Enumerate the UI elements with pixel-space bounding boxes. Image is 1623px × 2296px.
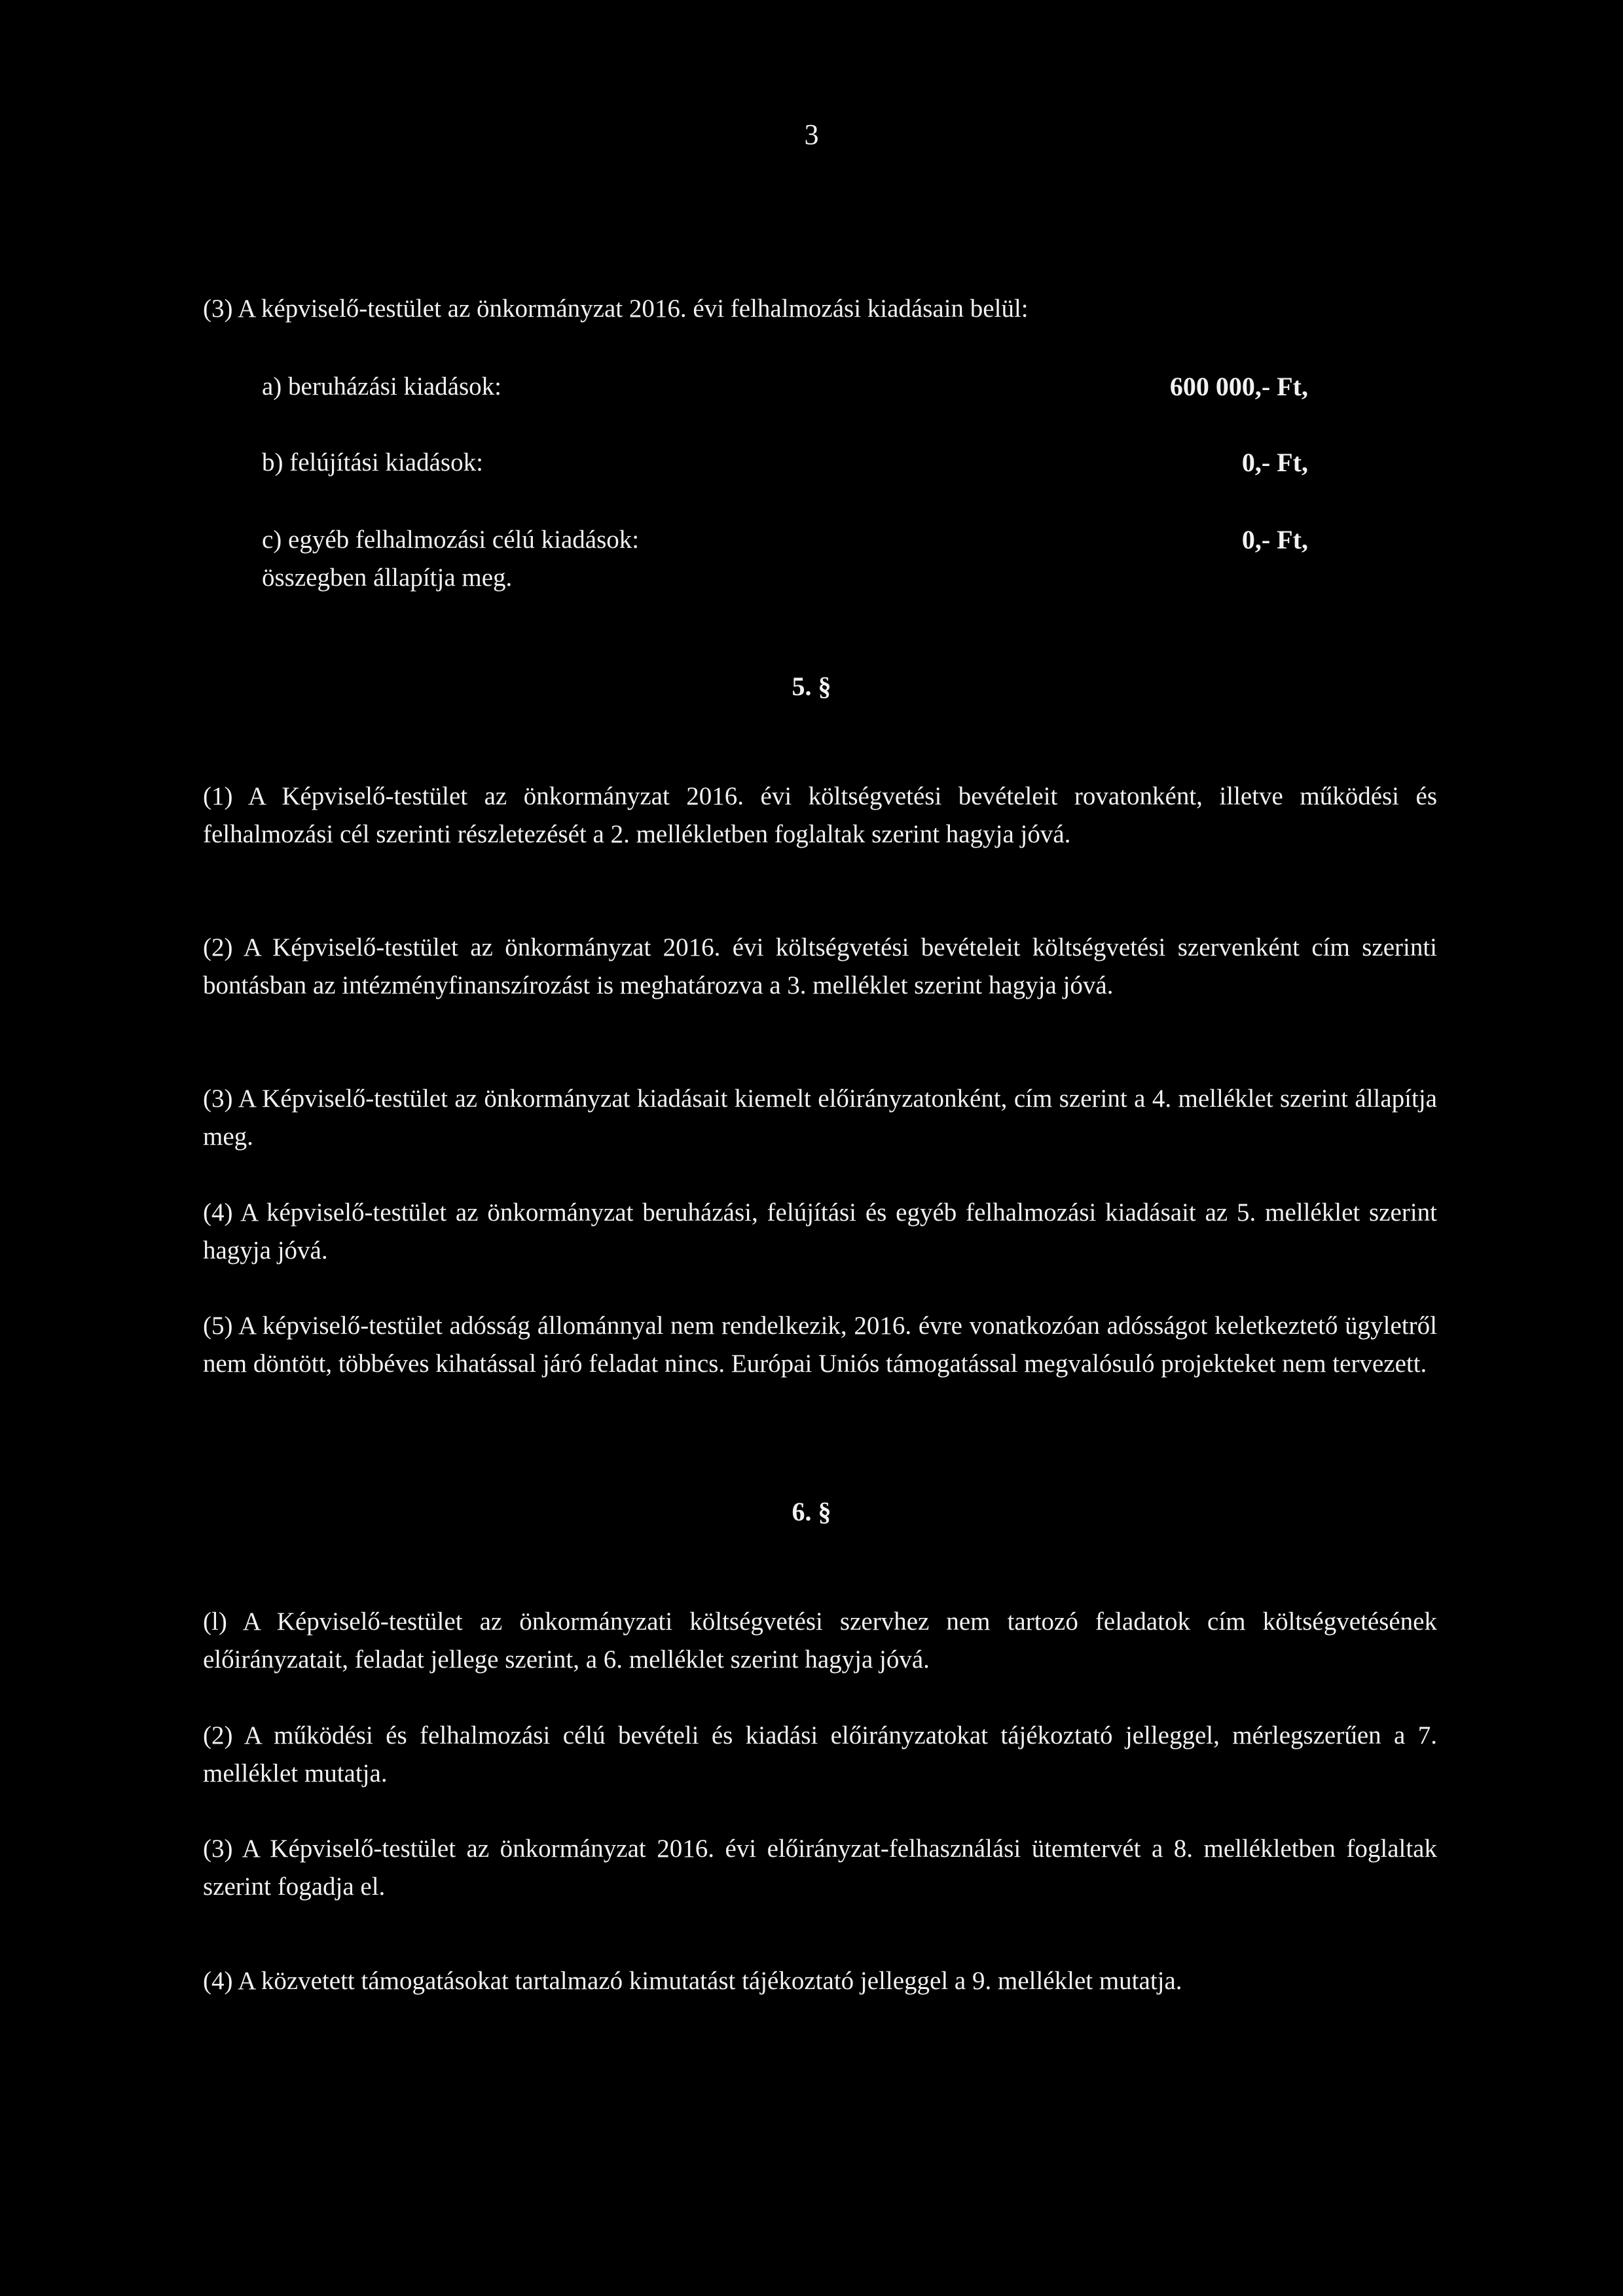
- section6-paragraph-1: (l) A Képviselő-testület az önkormányzati költségvetési szervhez nem tartozó feladatok cím költségvetésének előirányzatait, feladat jellege szerint, a 6. melléklet szerint hagyja jóvá.: [203, 1607, 1437, 1674]
- expense-item-investment: [262, 368, 1308, 406]
- section5-paragraph-2: (2) A Képviselő-testület az önkormányzat 2016. évi költségvetési bevételeit költségvetési szervenként cím szerinti bontásban az intézményfinanszírozást is meghatározva a 3. melléklet szerint hagyja jóvá.: [203, 933, 1437, 999]
- section-5-heading: 5. §: [792, 672, 831, 701]
- section6-paragraph-3: (3) A Képviselő-testület az önkormányzat 2016. évi előirányzat-felhasználási ütemtervét a 8. mellékletben foglaltak szerint fogadja el.: [203, 1835, 1437, 1901]
- section4-closing: összegben állapítja meg.: [262, 564, 513, 592]
- section5-paragraph-4: (4) A képviselő-testület az önkormányzat beruházási, felújítási és egyéb felhalmozási kiadásait az 5. melléklet szerint hagyja jóvá.: [203, 1198, 1437, 1265]
- expense-item-label: b) felújítási kiadások:: [262, 448, 483, 476]
- section5-paragraph-1: (1) A Képviselő-testület az önkormányzat 2016. évi költségvetési bevételeit rovatonként, illetve működési és felhalmozási cél szerinti részletezését a 2. mellékletben foglaltak szerint hagyja jóvá.: [203, 782, 1437, 848]
- expense-item-amount: 0,- Ft,: [1241, 525, 1308, 554]
- expense-item-renovation: [262, 444, 1308, 482]
- section6-paragraph-2: (2) A működési és felhalmozási célú bevételi és kiadási előirányzatokat tájékoztató jelleggel, mérlegszerűen a 7. melléklet mutatja.: [203, 1721, 1437, 1787]
- page-number: 3: [804, 118, 819, 151]
- section-6-heading: 6. §: [792, 1497, 831, 1526]
- section6-paragraph-4: (4) A közvetett támogatásokat tartalmazó kimutatást tájékoztató jelleggel a 9. melléklet mutatja.: [203, 1967, 1182, 1995]
- section5-paragraph-5: (5) A képviselő-testület adósság állománnyal nem rendelkezik, 2016. évre vonatkozóan adósságot keletkeztető ügyletről nem döntött, többéves kihatással járó feladat nincs. Európai Uniós támogatással megvalósuló projekteket nem tervezett.: [203, 1312, 1437, 1378]
- expense-item-amount: 600 000,- Ft,: [1169, 372, 1308, 401]
- expense-item-other-capital: [262, 521, 1308, 559]
- expense-item-label: c) egyéb felhalmozási célú kiadások:: [262, 526, 640, 554]
- expense-item-amount: 0,- Ft,: [1241, 448, 1308, 477]
- expense-item-label: a) beruházási kiadások:: [262, 372, 502, 401]
- section5-paragraph-3: (3) A Képviselő-testület az önkormányzat kiadásait kiemelt előirányzatonként, cím szerint a 4. melléklet szerint állapítja meg.: [203, 1085, 1437, 1151]
- section4-paragraph-3: (3) A képviselő-testület az önkormányzat 2016. évi felhalmozási kiadásain belül:: [203, 295, 1029, 323]
